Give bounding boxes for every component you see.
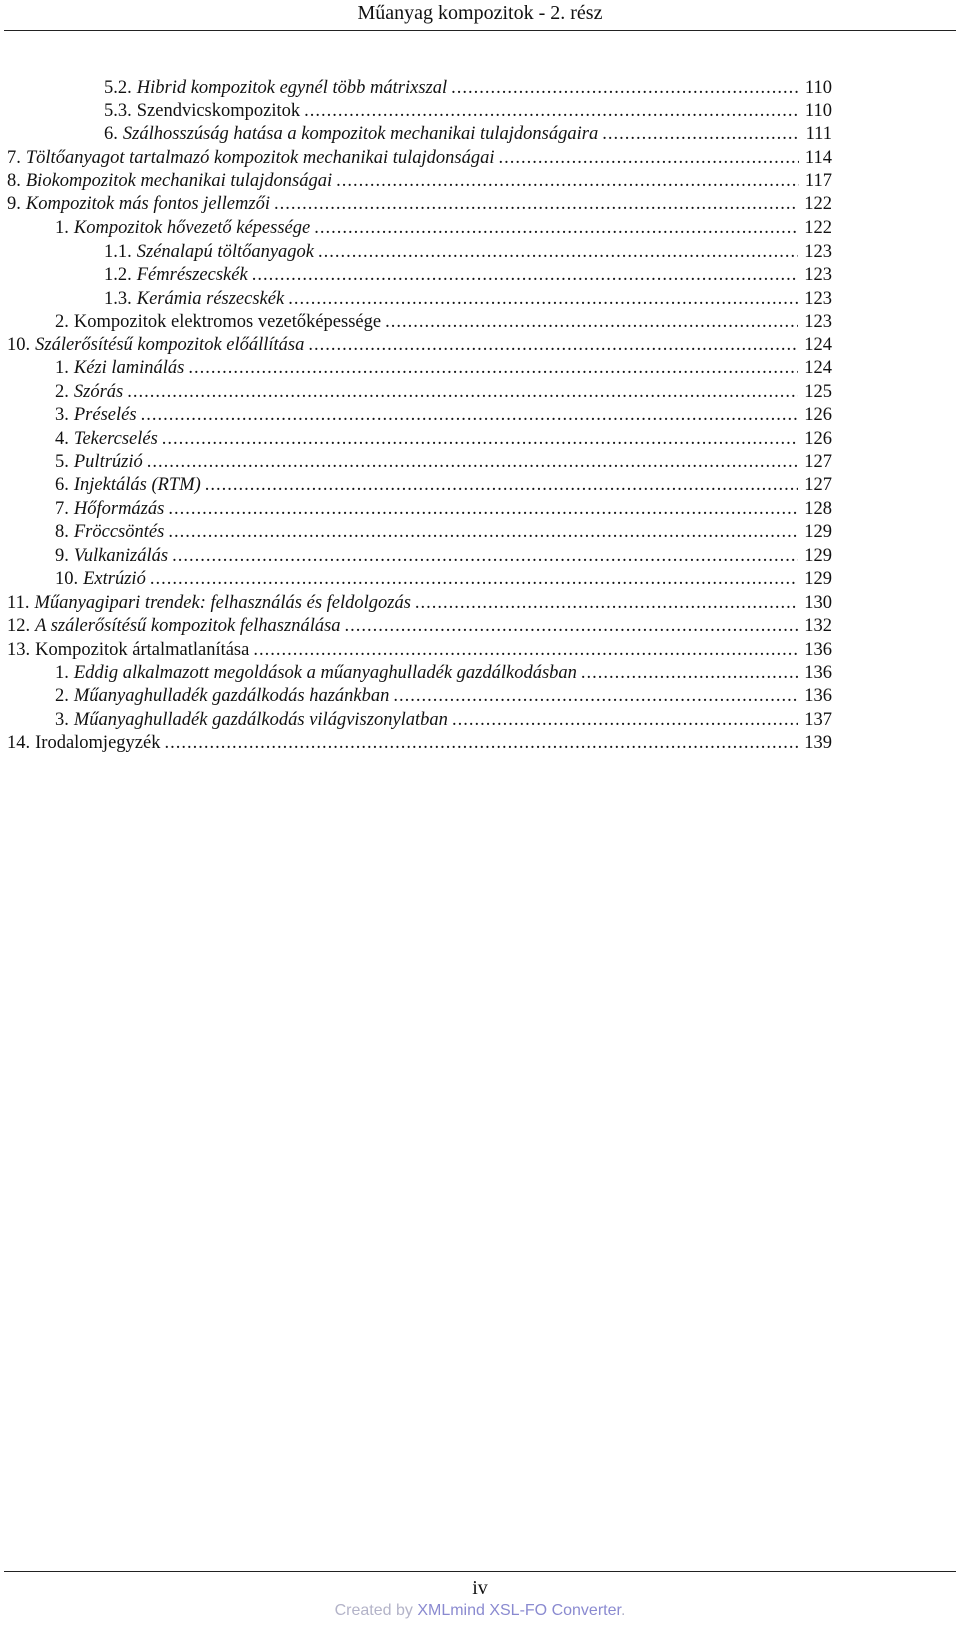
created-by-prefix: Created by — [334, 1602, 413, 1619]
toc-entry-page[interactable]: 122 — [804, 194, 832, 214]
created-by-suffix: . — [620, 1602, 626, 1619]
toc-entry-page[interactable]: 125 — [804, 382, 832, 402]
toc-entry-page[interactable]: 136 — [804, 686, 832, 706]
toc-entry[interactable] — [55, 356, 832, 380]
toc-dot-leader — [164, 497, 798, 521]
toc-entry-number: 1.1. — [104, 242, 132, 262]
toc-dot-leader — [123, 380, 798, 404]
toc-entry-title[interactable]: Extrúzió — [83, 569, 146, 589]
toc-entry-title[interactable]: Műanyagipari trendek: felhasználás és feldolgozás — [34, 593, 411, 613]
toc-dot-leader — [495, 146, 799, 170]
toc-entry[interactable] — [104, 240, 832, 264]
header-title: Műanyag kompozitok - 2. rész — [357, 2, 603, 24]
toc-entry-page[interactable]: 124 — [804, 358, 832, 378]
toc-entry-page[interactable]: 129 — [804, 522, 832, 542]
toc-dot-leader — [389, 684, 798, 708]
toc-entry-number: 6. — [55, 475, 69, 495]
toc-entry-number: 3. — [55, 710, 69, 730]
toc-entry-number: 5. — [55, 452, 69, 472]
toc-entry-title[interactable]: Eddig alkalmazott megoldások a műanyaghulladék gazdálkodásban — [73, 663, 577, 683]
toc-dot-leader — [270, 192, 798, 216]
toc-entry-number: 2. — [55, 686, 69, 706]
toc-entry-number: 5.3. — [104, 101, 132, 121]
toc-entry[interactable] — [55, 567, 832, 591]
toc-entry-number: 1.3. — [104, 289, 132, 309]
toc-entry-number: 7. — [55, 499, 69, 519]
toc-entry-title[interactable]: Töltőanyagot tartalmazó kompozitok mechanikai tulajdonságai — [25, 148, 495, 168]
toc-entry[interactable] — [55, 684, 832, 708]
toc-dot-leader — [164, 520, 798, 544]
toc-entry-page[interactable]: 132 — [804, 616, 832, 636]
toc-entry-number: 1. — [55, 358, 69, 378]
toc-entry[interactable] — [7, 146, 832, 170]
toc-entry-title[interactable]: Kompozitok ártalmatlanítása — [35, 640, 250, 660]
toc-dot-leader — [577, 661, 798, 685]
toc-dot-leader — [447, 76, 799, 100]
toc-entry-title[interactable]: Hibrid kompozitok egynél több mátrixszal — [136, 78, 448, 98]
toc-entry[interactable] — [55, 497, 832, 521]
toc-entry-title[interactable]: Kompozitok elektromos vezetőképessége — [73, 312, 382, 332]
toc-entry-number: 9. — [55, 546, 69, 566]
toc-dot-leader — [284, 287, 798, 311]
toc-entry-number: 1.2. — [104, 265, 132, 285]
toc-entry-title[interactable]: Fröccsöntés — [73, 522, 165, 542]
toc-dot-leader — [248, 263, 799, 287]
toc-dot-leader — [146, 567, 798, 591]
toc-dot-leader — [201, 473, 798, 497]
toc-entry-title[interactable]: Műanyaghulladék gazdálkodás világviszonylatban — [73, 710, 448, 730]
toc-entry-page[interactable]: 122 — [804, 218, 832, 238]
page-number: iv — [472, 1577, 488, 1599]
toc-entry-title[interactable]: Préselés — [73, 405, 137, 425]
toc-entry-title[interactable]: Kézi laminálás — [73, 358, 185, 378]
toc-entry-page[interactable]: 129 — [804, 569, 832, 589]
toc-dot-leader — [448, 708, 798, 732]
toc-dot-leader — [332, 169, 799, 193]
toc-entry[interactable] — [7, 614, 832, 638]
toc-entry-page[interactable]: 128 — [804, 499, 832, 519]
toc-entry-page[interactable]: 136 — [804, 640, 832, 660]
toc-entry[interactable] — [7, 333, 832, 357]
toc-entry[interactable] — [55, 427, 832, 451]
toc-entry-number: 9. — [7, 194, 21, 214]
toc-entry-number: 12. — [7, 616, 31, 636]
converter-link[interactable]: XMLmind XSL-FO Converter — [417, 1602, 621, 1619]
toc-entry[interactable] — [55, 520, 832, 544]
toc-entry[interactable] — [55, 216, 832, 240]
footer-divider — [4, 1571, 956, 1572]
toc-dot-leader — [300, 99, 799, 123]
toc-dot-leader — [158, 427, 798, 451]
toc-entry-page[interactable]: 110 — [804, 78, 832, 98]
toc-entry[interactable] — [104, 122, 832, 146]
toc-entry-page[interactable]: 124 — [804, 335, 832, 355]
toc-entry[interactable] — [7, 192, 832, 216]
toc-entry-page[interactable]: 123 — [804, 242, 832, 262]
toc-entry-number: 11. — [7, 593, 30, 613]
toc-entry-title[interactable]: A szálerősítésű kompozitok felhasználása — [35, 616, 341, 636]
toc-entry-page[interactable]: 137 — [804, 710, 832, 730]
toc-dot-leader — [143, 450, 799, 474]
toc-entry-title[interactable]: Kerámia részecskék — [136, 289, 285, 309]
toc-entry-page[interactable]: 126 — [804, 405, 832, 425]
toc-entry-title[interactable]: Szendvicskompozitok — [136, 101, 301, 121]
toc-dot-leader — [341, 614, 799, 638]
toc-entry-title[interactable]: Szálerősítésű kompozitok előállítása — [35, 335, 305, 355]
toc-entry-number: 6. — [104, 124, 118, 144]
toc-entry[interactable] — [7, 591, 832, 615]
toc-entry[interactable] — [55, 450, 832, 474]
toc-entry-number: 4. — [55, 429, 69, 449]
toc-entry-title[interactable]: Biokompozitok mechanikai tulajdonságai — [25, 171, 333, 191]
toc-entry[interactable] — [55, 310, 832, 334]
toc-entry-title[interactable]: Szálhosszúság hatása a kompozitok mechanikai tulajdonságaira — [122, 124, 599, 144]
toc-dot-leader — [598, 122, 799, 146]
toc-entry-title[interactable]: Szórás — [73, 382, 124, 402]
toc-entry[interactable] — [55, 708, 832, 732]
header-divider — [4, 30, 956, 31]
toc-dot-leader — [137, 403, 799, 427]
toc-entry-number: 8. — [7, 171, 21, 191]
toc-entry-page[interactable]: 123 — [804, 289, 832, 309]
toc-entry-number: 2. — [55, 382, 69, 402]
toc-entry-title[interactable]: Fémrészecskék — [136, 265, 248, 285]
toc-entry-page[interactable]: 110 — [804, 101, 832, 121]
toc-dot-leader — [411, 591, 798, 615]
toc-entry[interactable] — [104, 99, 832, 123]
toc-entry-number: 1. — [55, 218, 69, 238]
toc-entry-title[interactable]: Kompozitok más fontos jellemzői — [25, 194, 270, 214]
toc-entry-page[interactable]: 123 — [804, 312, 832, 332]
toc-entry-title[interactable]: Tekercselés — [73, 429, 158, 449]
toc-entry[interactable] — [7, 638, 832, 662]
toc-entry-page[interactable]: 127 — [804, 475, 832, 495]
toc-dot-leader — [310, 216, 798, 240]
toc-entry[interactable] — [55, 403, 832, 427]
toc-entry-page[interactable]: 123 — [804, 265, 832, 285]
toc-entry[interactable] — [55, 473, 832, 497]
toc-entry-title[interactable]: Kompozitok hővezető képessége — [73, 218, 311, 238]
toc-entry-title[interactable]: Pultrúzió — [73, 452, 143, 472]
toc-dot-leader — [381, 310, 798, 334]
toc-entry-page[interactable]: 129 — [804, 546, 832, 566]
toc-entry[interactable] — [7, 169, 832, 193]
toc-entry-number: 13. — [7, 640, 31, 660]
toc-entry[interactable] — [55, 380, 832, 404]
toc-entry-page[interactable]: 127 — [804, 452, 832, 472]
toc-entry-title[interactable]: Vulkanizálás — [73, 546, 169, 566]
toc-entry-number: 8. — [55, 522, 69, 542]
toc-entry-page[interactable]: 111 — [805, 124, 832, 144]
toc-entry[interactable] — [104, 287, 832, 311]
toc-dot-leader — [314, 240, 798, 264]
toc-entry[interactable] — [104, 76, 832, 100]
toc-entry-number: 1. — [55, 663, 69, 683]
toc-entry-page[interactable]: 130 — [804, 593, 832, 613]
created-by-note — [0, 1601, 960, 1621]
toc-entry-page[interactable]: 117 — [804, 171, 832, 191]
toc-entry-title[interactable]: Injektálás (RTM) — [73, 475, 201, 495]
toc-entry-number: 7. — [7, 148, 21, 168]
toc-entry-title[interactable]: Hőformázás — [73, 499, 165, 519]
toc-entry-title[interactable]: Szénalapú töltőanyagok — [136, 242, 315, 262]
toc-dot-leader — [249, 638, 798, 662]
toc-entry-number: 10. — [55, 569, 79, 589]
toc-entry-page[interactable]: 114 — [804, 148, 832, 168]
toc-entry-page[interactable]: 139 — [804, 733, 832, 753]
toc-entry-number: 2. — [55, 312, 69, 332]
running-header — [0, 0, 960, 30]
toc-entry-number: 3. — [55, 405, 69, 425]
toc-entry-number: 14. — [7, 733, 31, 753]
toc-entry-title[interactable]: Irodalomjegyzék — [35, 733, 161, 753]
toc-entry-page[interactable]: 136 — [804, 663, 832, 683]
toc-dot-leader — [184, 356, 798, 380]
toc-dot-leader — [168, 544, 798, 568]
toc-dot-leader — [304, 333, 798, 357]
toc-entry[interactable] — [55, 544, 832, 568]
toc-entry[interactable] — [7, 731, 832, 755]
toc-entry-title[interactable]: Műanyaghulladék gazdálkodás hazánkban — [73, 686, 390, 706]
toc-entry-number: 10. — [7, 335, 31, 355]
toc-entry-page[interactable]: 126 — [804, 429, 832, 449]
toc-dot-leader — [160, 731, 798, 755]
toc-entry-number: 5.2. — [104, 78, 132, 98]
toc-entry[interactable] — [55, 661, 832, 685]
toc-entry[interactable] — [104, 263, 832, 287]
